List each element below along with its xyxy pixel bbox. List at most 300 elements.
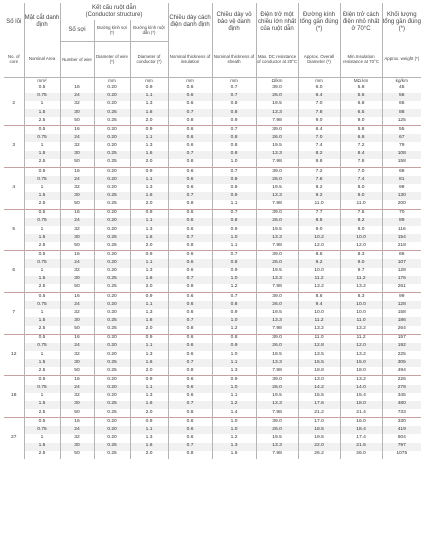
overall-diam-cell: 18.8 (298, 367, 340, 376)
sheath-thick-cell: 0.7 (212, 167, 256, 176)
dc-res-cell: 13.3 (256, 234, 298, 242)
cond-diam-cell: 0.9 (130, 251, 168, 260)
unit-core (4, 77, 24, 85)
sheath-thick-cell: 0.9 (212, 309, 256, 317)
wire-diam-cell: 0.25 (94, 109, 130, 117)
area-cell: 0.5 (24, 209, 60, 218)
weight-cell: 130 (382, 192, 421, 200)
sheath-thick-cell: 0.9 (212, 117, 256, 126)
cond-diam-cell: 1.6 (130, 359, 168, 367)
table-row (4, 159, 421, 168)
area-cell: 1.5 (24, 192, 60, 200)
cond-diam-cell: 1.3 (130, 351, 168, 359)
ins-res-cell: 7.8 (340, 159, 382, 168)
ins-thick-cell: 0.6 (168, 142, 212, 150)
table-row (4, 192, 421, 200)
table-row (4, 226, 421, 234)
ins-thick-cell: 0.6 (168, 343, 212, 351)
ins-res-cell: 11.0 (340, 317, 382, 325)
area-cell: 1.5 (24, 234, 60, 242)
sheath-thick-cell: 0.9 (212, 343, 256, 351)
wire-diam-cell: 0.20 (94, 351, 130, 359)
ins-thick-cell: 0.6 (168, 218, 212, 226)
overall-diam-cell: 6.0 (298, 85, 340, 93)
ins-res-cell: 11.0 (340, 200, 382, 209)
table-row (4, 101, 421, 109)
table-row (4, 326, 421, 335)
sheath-thick-cell: 1.0 (212, 351, 256, 359)
cond-diam-cell: 1.1 (130, 301, 168, 309)
weight-cell: 158 (382, 309, 421, 317)
core-count-cell: 6 (4, 251, 24, 293)
col-weight-vi: Khối lượng tổng gần đúng (*) (382, 3, 421, 42)
table-row (4, 443, 421, 451)
ins-thick-cell: 0.7 (168, 317, 212, 325)
sheath-thick-cell: 1.1 (212, 242, 256, 251)
weight-cell: 67 (382, 134, 421, 142)
ins-res-cell: 11.2 (340, 334, 382, 343)
sheath-thick-cell: 0.8 (212, 134, 256, 142)
overall-diam-cell: 12.8 (298, 343, 340, 351)
ins-thick-cell: 0.7 (168, 192, 212, 200)
area-cell: 1.5 (24, 443, 60, 451)
overall-diam-cell: 8.2 (298, 151, 340, 159)
cond-diam-cell: 2.0 (130, 242, 168, 251)
wire-diam-cell: 0.25 (94, 192, 130, 200)
wire-diam-cell: 0.25 (94, 159, 130, 168)
col-cond-diam-en: Diameter of conductor (*) (130, 42, 168, 78)
cond-diam-cell: 2.0 (130, 326, 168, 335)
sheath-thick-cell: 1.0 (212, 426, 256, 434)
dc-res-cell: 13.3 (256, 151, 298, 159)
ins-res-cell: 6.8 (340, 101, 382, 109)
weight-cell: 79 (382, 142, 421, 150)
area-cell: 2.5 (24, 200, 60, 209)
sheath-thick-cell: 1.0 (212, 234, 256, 242)
sheath-thick-cell: 0.9 (212, 376, 256, 385)
table-row (4, 218, 421, 226)
overall-diam-cell: 21.2 (298, 409, 340, 418)
wire-diam-cell: 0.25 (94, 409, 130, 418)
area-cell: 1 (24, 184, 60, 192)
unit-sheath-thick: mm (212, 77, 256, 85)
dc-res-cell: 13.3 (256, 359, 298, 367)
area-cell: 0.5 (24, 418, 60, 427)
wire-diam-cell: 0.20 (94, 309, 130, 317)
area-cell: 0.5 (24, 167, 60, 176)
table-row (4, 109, 421, 117)
ins-thick-cell: 0.6 (168, 309, 212, 317)
area-cell: 1 (24, 434, 60, 442)
ins-res-cell: 18.0 (340, 367, 382, 376)
overall-diam-cell: 7.7 (298, 209, 340, 218)
table-row (4, 167, 421, 176)
area-cell: 2.5 (24, 326, 60, 335)
area-cell: 2.5 (24, 284, 60, 293)
weight-cell: 186 (382, 317, 421, 325)
wire-diam-cell: 0.25 (94, 276, 130, 284)
wires-cell: 50 (60, 159, 94, 168)
unit-dc-res: Ω/km (256, 77, 298, 85)
table-row (4, 134, 421, 142)
dc-res-cell: 19.5 (256, 101, 298, 109)
table-row (4, 268, 421, 276)
cond-diam-cell: 2.0 (130, 367, 168, 376)
wire-diam-cell: 0.20 (94, 293, 130, 302)
ins-res-cell: 6.5 (340, 109, 382, 117)
sheath-thick-cell: 0.8 (212, 259, 256, 267)
cond-diam-cell: 1.3 (130, 434, 168, 442)
table-row (4, 242, 421, 251)
wires-cell: 30 (60, 192, 94, 200)
ins-res-cell: 16.0 (340, 418, 382, 427)
weight-cell: 125 (382, 117, 421, 126)
weight-cell: 70 (382, 209, 421, 218)
unit-ins-res: MΩ.km (340, 77, 382, 85)
table-row (4, 451, 421, 459)
core-count-cell: 18 (4, 376, 24, 418)
unit-weight: kg/km (382, 77, 421, 85)
ins-res-cell: 26.0 (340, 451, 382, 459)
overall-diam-cell: 8.6 (298, 293, 340, 302)
ins-thick-cell: 0.7 (168, 151, 212, 159)
sheath-thick-cell: 0.9 (212, 192, 256, 200)
ins-thick-cell: 0.6 (168, 385, 212, 393)
dc-res-cell: 26.0 (256, 385, 298, 393)
weight-cell: 128 (382, 301, 421, 309)
dc-res-cell: 39.0 (256, 418, 298, 427)
cond-diam-cell: 1.3 (130, 393, 168, 401)
ins-res-cell: 9.0 (340, 117, 382, 126)
dc-res-cell: 26.0 (256, 218, 298, 226)
col-structure-vi (60, 3, 168, 20)
wires-cell: 32 (60, 309, 94, 317)
overall-diam-cell: 22.0 (298, 443, 340, 451)
wires-cell: 50 (60, 284, 94, 293)
col-ins-thick-vi: Chiều dày cách điện danh định (168, 3, 212, 42)
dc-res-cell: 39.0 (256, 126, 298, 135)
ins-res-cell: 9.7 (340, 268, 382, 276)
sheath-thick-cell: 0.8 (212, 151, 256, 159)
wire-diam-cell: 0.20 (94, 101, 130, 109)
wire-diam-cell: 0.20 (94, 385, 130, 393)
sheath-thick-cell: 0.8 (212, 176, 256, 184)
wire-diam-cell: 0.25 (94, 234, 130, 242)
cond-diam-cell: 1.1 (130, 218, 168, 226)
col-dc-res-en: Max. DC resistance of conductor at 20°C (256, 42, 298, 78)
cable-spec-sheet (4, 3, 421, 459)
wires-cell: 50 (60, 326, 94, 335)
sheath-thick-cell: 1.6 (212, 451, 256, 459)
sheath-thick-cell: 0.8 (212, 301, 256, 309)
overall-diam-cell: 9.4 (298, 301, 340, 309)
dc-res-cell: 7.98 (256, 451, 298, 459)
overall-diam-cell: 11.0 (298, 200, 340, 209)
ins-res-cell: 11.2 (340, 276, 382, 284)
table-row (4, 317, 421, 325)
weight-cell: 128 (382, 268, 421, 276)
wires-cell: 32 (60, 434, 94, 442)
ins-thick-cell: 0.8 (168, 409, 212, 418)
dc-res-cell: 39.0 (256, 334, 298, 343)
dc-res-cell: 7.98 (256, 200, 298, 209)
wire-diam-cell: 0.20 (94, 434, 130, 442)
wire-diam-cell: 0.25 (94, 242, 130, 251)
ins-thick-cell: 0.6 (168, 126, 212, 135)
sheath-thick-cell: 0.9 (212, 226, 256, 234)
weight-cell: 261 (382, 284, 421, 293)
cond-diam-cell: 1.6 (130, 276, 168, 284)
dc-res-cell: 7.98 (256, 284, 298, 293)
wire-diam-cell: 0.25 (94, 443, 130, 451)
ins-thick-cell: 0.6 (168, 434, 212, 442)
unit-ins-thick: mm (168, 77, 212, 85)
cond-diam-cell: 1.6 (130, 317, 168, 325)
cond-diam-cell: 1.6 (130, 401, 168, 409)
wires-cell: 50 (60, 242, 94, 251)
wires-cell: 16 (60, 126, 94, 135)
overall-diam-cell: 10.0 (298, 309, 340, 317)
dc-res-cell: 26.0 (256, 93, 298, 101)
ins-res-cell: 5.8 (340, 126, 382, 135)
table-row (4, 434, 421, 442)
table-row (4, 351, 421, 359)
wires-cell: 50 (60, 451, 94, 459)
ins-thick-cell: 0.6 (168, 93, 212, 101)
cond-diam-cell: 2.0 (130, 117, 168, 126)
structure-label-en: (Conductor structure) (85, 11, 143, 18)
area-cell: 1.5 (24, 109, 60, 117)
ins-res-cell: 10.0 (340, 309, 382, 317)
dc-res-cell: 39.0 (256, 376, 298, 385)
weight-cell: 494 (382, 367, 421, 376)
overall-diam-cell: 11.0 (298, 334, 340, 343)
sheath-thick-cell: 0.8 (212, 184, 256, 192)
ins-res-cell: 10.0 (340, 234, 382, 242)
ins-thick-cell: 0.7 (168, 443, 212, 451)
sheath-thick-cell: 1.1 (212, 359, 256, 367)
weight-cell: 157 (382, 334, 421, 343)
ins-thick-cell: 0.6 (168, 101, 212, 109)
wires-cell: 32 (60, 101, 94, 109)
structure-label-vi: Kết cấu ruột dẫn (92, 4, 137, 11)
table-header (4, 3, 421, 85)
table-row (4, 209, 421, 218)
area-cell: 0.75 (24, 93, 60, 101)
wire-diam-cell: 0.20 (94, 218, 130, 226)
wire-diam-cell: 0.25 (94, 401, 130, 409)
area-cell: 1 (24, 309, 60, 317)
overall-diam-cell: 13.0 (298, 376, 340, 385)
overall-diam-cell: 10.2 (298, 234, 340, 242)
sheath-thick-cell: 0.8 (212, 109, 256, 117)
dc-res-cell: 39.0 (256, 251, 298, 260)
wires-cell: 30 (60, 151, 94, 159)
ins-res-cell: 8.0 (340, 184, 382, 192)
wires-cell: 50 (60, 200, 94, 209)
ins-res-cell: 9.0 (340, 259, 382, 267)
wire-diam-cell: 0.25 (94, 200, 130, 209)
weight-cell: 733 (382, 409, 421, 418)
sheath-thick-cell: 0.8 (212, 101, 256, 109)
dc-res-cell: 26.0 (256, 134, 298, 142)
cond-diam-cell: 2.0 (130, 451, 168, 459)
dc-res-cell: 39.0 (256, 293, 298, 302)
wires-cell: 30 (60, 317, 94, 325)
weight-cell: 345 (382, 393, 421, 401)
weight-cell: 264 (382, 326, 421, 335)
overall-diam-cell: 9.2 (298, 259, 340, 267)
wire-diam-cell: 0.25 (94, 451, 130, 459)
wire-diam-cell: 0.20 (94, 334, 130, 343)
wire-diam-cell: 0.25 (94, 317, 130, 325)
dc-res-cell: 13.3 (256, 317, 298, 325)
table-row (4, 284, 421, 293)
overall-diam-cell: 7.6 (298, 176, 340, 184)
ins-thick-cell: 0.6 (168, 293, 212, 302)
wires-cell: 32 (60, 184, 94, 192)
area-cell: 0.5 (24, 126, 60, 135)
wire-diam-cell: 0.25 (94, 367, 130, 376)
cond-diam-cell: 1.6 (130, 443, 168, 451)
cond-diam-cell: 0.9 (130, 293, 168, 302)
ins-thick-cell: 0.6 (168, 376, 212, 385)
unit-wires (60, 77, 94, 85)
overall-diam-cell: 6.4 (298, 126, 340, 135)
sheath-thick-cell: 1.2 (212, 401, 256, 409)
col-sheath-thick-vi: Chiều dày vỏ bảo vệ danh định (212, 3, 256, 42)
table-row (4, 151, 421, 159)
overall-diam-cell: 13.2 (298, 326, 340, 335)
area-cell: 2.5 (24, 159, 60, 168)
ins-thick-cell: 0.8 (168, 242, 212, 251)
area-cell: 0.75 (24, 218, 60, 226)
wires-cell: 30 (60, 401, 94, 409)
table-row (4, 176, 421, 184)
wire-diam-cell: 0.20 (94, 126, 130, 135)
ins-res-cell: 7.5 (340, 209, 382, 218)
ins-thick-cell: 0.6 (168, 251, 212, 260)
overall-diam-cell: 9.0 (298, 117, 340, 126)
wire-diam-cell: 0.20 (94, 259, 130, 267)
overall-diam-cell: 18.5 (298, 426, 340, 434)
overall-diam-cell: 11.2 (298, 276, 340, 284)
table-row (4, 142, 421, 150)
overall-diam-cell: 6.4 (298, 93, 340, 101)
ins-thick-cell: 0.8 (168, 117, 212, 126)
wires-cell: 16 (60, 418, 94, 427)
ins-thick-cell: 0.8 (168, 200, 212, 209)
wire-diam-cell: 0.20 (94, 134, 130, 142)
area-cell: 1.5 (24, 276, 60, 284)
weight-cell: 192 (382, 343, 421, 351)
area-cell: 1.5 (24, 151, 60, 159)
dc-res-cell: 19.5 (256, 434, 298, 442)
sheath-thick-cell: 0.7 (212, 251, 256, 260)
weight-cell: 116 (382, 226, 421, 234)
area-cell: 2.5 (24, 367, 60, 376)
table-row (4, 309, 421, 317)
area-cell: 0.75 (24, 301, 60, 309)
dc-res-cell: 39.0 (256, 167, 298, 176)
col-overall-diam-en: Approx. Overall Diameter (*) (298, 42, 340, 78)
weight-cell: 797 (382, 443, 421, 451)
table-row (4, 334, 421, 343)
ins-res-cell: 21.5 (340, 443, 382, 451)
cond-diam-cell: 0.9 (130, 85, 168, 93)
ins-res-cell: 9.0 (340, 192, 382, 200)
sheath-thick-cell: 1.0 (212, 276, 256, 284)
unit-overall-diam: mm (298, 77, 340, 85)
ins-res-cell: 9.0 (340, 226, 382, 234)
area-cell: 1.5 (24, 317, 60, 325)
table-row (4, 418, 421, 427)
col-sheath-thick-en: Nominal thickness of sheath (212, 42, 256, 78)
wires-cell: 16 (60, 251, 94, 260)
wire-diam-cell: 0.20 (94, 301, 130, 309)
core-count-cell: 2 (4, 85, 24, 126)
wires-cell: 24 (60, 134, 94, 142)
dc-res-cell: 13.3 (256, 192, 298, 200)
dc-res-cell: 19.5 (256, 142, 298, 150)
ins-thick-cell: 0.7 (168, 401, 212, 409)
cond-diam-cell: 1.3 (130, 101, 168, 109)
ins-res-cell: 8.3 (340, 293, 382, 302)
table-row (4, 93, 421, 101)
weight-cell: 86 (382, 251, 421, 260)
ins-thick-cell: 0.6 (168, 134, 212, 142)
wires-cell: 50 (60, 117, 94, 126)
ins-res-cell: 21.4 (340, 409, 382, 418)
wires-cell: 16 (60, 85, 94, 93)
ins-res-cell: 5.8 (340, 85, 382, 93)
overall-diam-cell: 15.5 (298, 359, 340, 367)
wire-diam-cell: 0.20 (94, 93, 130, 101)
weight-cell: 108 (382, 151, 421, 159)
ins-thick-cell: 0.6 (168, 268, 212, 276)
cond-diam-cell: 1.1 (130, 93, 168, 101)
weight-cell: 200 (382, 200, 421, 209)
ins-thick-cell: 0.6 (168, 418, 212, 427)
wires-cell: 32 (60, 351, 94, 359)
wires-cell: 32 (60, 268, 94, 276)
wires-cell: 16 (60, 376, 94, 385)
area-cell: 0.75 (24, 385, 60, 393)
sheath-thick-cell: 0.7 (212, 93, 256, 101)
sheath-thick-cell: 0.9 (212, 268, 256, 276)
ins-res-cell: 12.0 (340, 343, 382, 351)
wire-diam-cell: 0.20 (94, 167, 130, 176)
table-row (4, 301, 421, 309)
overall-diam-cell: 7.4 (298, 142, 340, 150)
table-row (4, 426, 421, 434)
sheath-thick-cell: 0.7 (212, 126, 256, 135)
table-row (4, 343, 421, 351)
cond-diam-cell: 1.6 (130, 234, 168, 242)
cond-diam-cell: 2.0 (130, 409, 168, 418)
overall-diam-cell: 8.5 (298, 218, 340, 226)
wire-diam-cell: 0.20 (94, 226, 130, 234)
wires-cell: 24 (60, 93, 94, 101)
table-row (4, 367, 421, 376)
overall-diam-cell: 19.5 (298, 434, 340, 442)
table-row (4, 251, 421, 260)
wire-diam-cell: 0.20 (94, 251, 130, 260)
overall-diam-cell: 26.2 (298, 451, 340, 459)
area-cell: 0.75 (24, 176, 60, 184)
wires-cell: 24 (60, 218, 94, 226)
cond-diam-cell: 1.3 (130, 268, 168, 276)
